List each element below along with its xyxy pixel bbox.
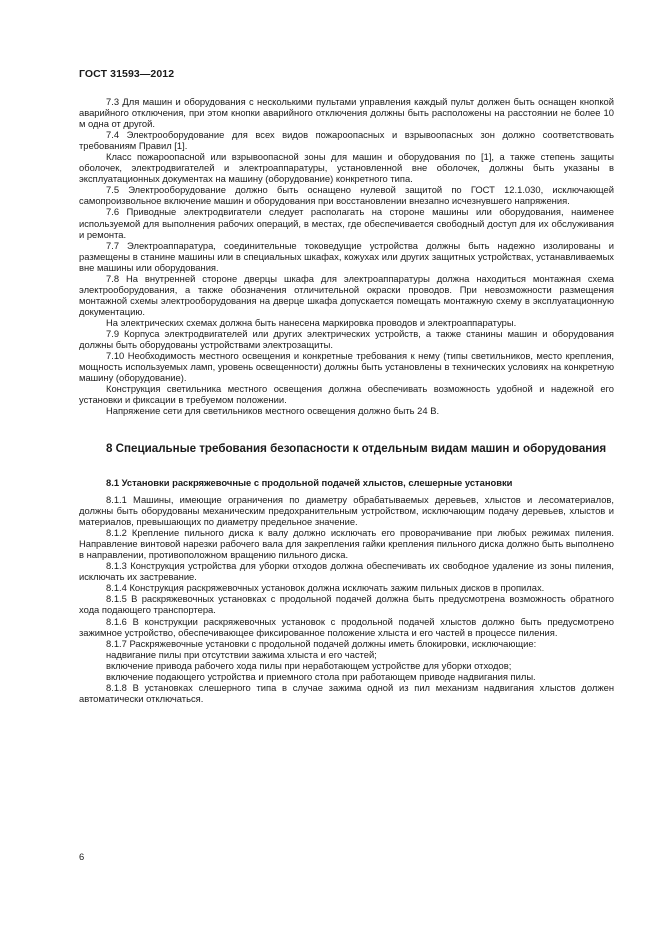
paragraph-7-5: 7.5 Электрооборудование должно быть оснащено нулевой защитой по ГОСТ 12.1.030, исключающей самопроизвольное включение машин и оборудования при восстановлении внезапно исчезнувшего напряжения. — [79, 184, 614, 207]
paragraph-8-1-4: 8.1.4 Конструкция раскряжевочных установок должна исключать зажим пильных дисков в пропилах. — [106, 582, 545, 594]
paragraph-7-9: 7.9 Корпуса электродвигателей или других электрических устройств, а также станины машин и оборудования должны быть оборудованы устройствами электрозащиты. — [79, 327, 614, 351]
paragraph-7-8-marking: На электрических схемах должна быть нанесена маркировка проводов и электроаппаратуры. — [106, 316, 517, 328]
paragraph-7-10-voltage: Напряжение сети для светильников местного освещения должно быть 24 В. — [106, 405, 440, 417]
paragraph-8-1-6: 8.1.6 В конструкции раскряжевочных установок с продольной подачей хлыстов должно быть предусмотрено зажимное устройство, обеспечивающее фиксированное положение хлыста и его частей в процессе пиления. — [79, 615, 614, 638]
page-number: 6 — [79, 851, 85, 862]
paragraph-7-6: 7.6 Приводные электродвигатели следует располагать на стороне машины или оборудования, наименее используемой для выполнения рабочих операций, в местах, где обеспечивается свободный доступ для их обслуживания и ремонта. — [79, 206, 614, 240]
document-header: ГОСТ 31593—2012 — [79, 68, 175, 80]
paragraph-7-10-lamp: Конструкция светильника местного освещения должна обеспечивать возможность удобной и надежной его установки и фиксации в требуемом положении. — [79, 383, 614, 406]
list-item: включение привода рабочего хода пилы при неработающем устройстве для уборки отходов; — [106, 659, 512, 671]
paragraph-8-1-1: 8.1.1 Машины, имеющие ограничения по диаметру обрабатываемых деревьев, хлыстов и лесоматериалов, должны быть оборудованы механическим предохранительным устройством, исключающим подачу деревьев, хлыстов и материалов, превышающих по диаметру предельное значение. — [79, 494, 614, 528]
paragraph-8-1-3: 8.1.3 Конструкция устройства для уборки отходов должна обеспечивать их свободное удаление из зоны пиления, исключать их застревание. — [79, 560, 614, 583]
paragraph-8-1-2: 8.1.2 Крепление пильного диска к валу должно исключать его проворачивание при любых режимах пиления. Направление винтовой нарезки рабочего вала для закрепления гайки крепления пильного диска должно быть выполнено в направлении, противоположном вращению пильного диска. — [79, 527, 614, 561]
list-item: надвигание пилы при отсутствии зажима хлыста и его частей; — [106, 648, 377, 660]
paragraph-7-10: 7.10 Необходимость местного освещения и конкретные требования к нему (типы светильников, место крепления, мощность используемых ламп, уровень освещенности) должны быть установлены в технических условиях на конкретную машину (оборудование). — [79, 350, 614, 384]
paragraph-7-8: 7.8 На внутренней стороне дверцы шкафа для электроаппаратуры должна находиться монтажная схема электрооборудования, а также обозначения отличительной окраски проводов. При невозможности размещения монтажной схемы электрооборудования на дверце шкафа допускается помещать монтажную схему в эксплуатационную документацию. — [79, 272, 614, 317]
list-item: включение подающего устройства и приемного стола при работающем приводе надвигания пилы. — [106, 670, 536, 682]
paragraph-8-1-5: 8.1.5 В раскряжевочных установках с продольной подачей должна быть предусмотрена возможность обратного хода подающего транспортера. — [79, 593, 614, 616]
paragraph-7-4-class: Класс пожароопасной или взрывоопасной зоны для машин и оборудования по [1], а также степень защиты оболочек, электродвигателей и электроаппаратуры, установленной вне оболочек, должны быть указаны в эксплуатационных документах на машину (оборудование) конкретного типа. — [79, 151, 614, 185]
paragraph-7-3: 7.3 Для машин и оборудования с несколькими пультами управления каждый пульт должен быть оснащен кнопкой аварийного отключения, при этом кнопки аварийного отключения должны быть расположены на расстоянии не более 10 м одна от другой. — [79, 96, 614, 130]
paragraph-8-1-8: 8.1.8 В установках слешерного типа в случае зажима одной из пил механизм надвигания хлыстов должен автоматически отключаться. — [79, 681, 614, 704]
subsection-8-1-title: 8.1 Установки раскряжевочные с продольной подачей хлыстов, слешерные установки — [106, 476, 513, 488]
paragraph-8-1-7: 8.1.7 Раскряжевочные установки с продольной подачей должны иметь блокировки, исключающие: — [106, 637, 537, 649]
paragraph-7-4: 7.4 Электрооборудование для всех видов пожароопасных и взрывоопасных зон должно соответствовать требованиям Правил [1]. — [79, 129, 614, 152]
document-body — [79, 96, 614, 704]
paragraph-7-7: 7.7 Электроаппаратура, соединительные токоведущие устройства должны быть надежно изолированы и размещены в станине машины или в специальных шкафах, кожухах или других защитных устройствах, устанавливаемых вне машины или оборудования. — [79, 239, 614, 273]
section-8-title: 8 Специальные требования безопасности к отдельным видам машин и оборудования — [106, 442, 607, 456]
